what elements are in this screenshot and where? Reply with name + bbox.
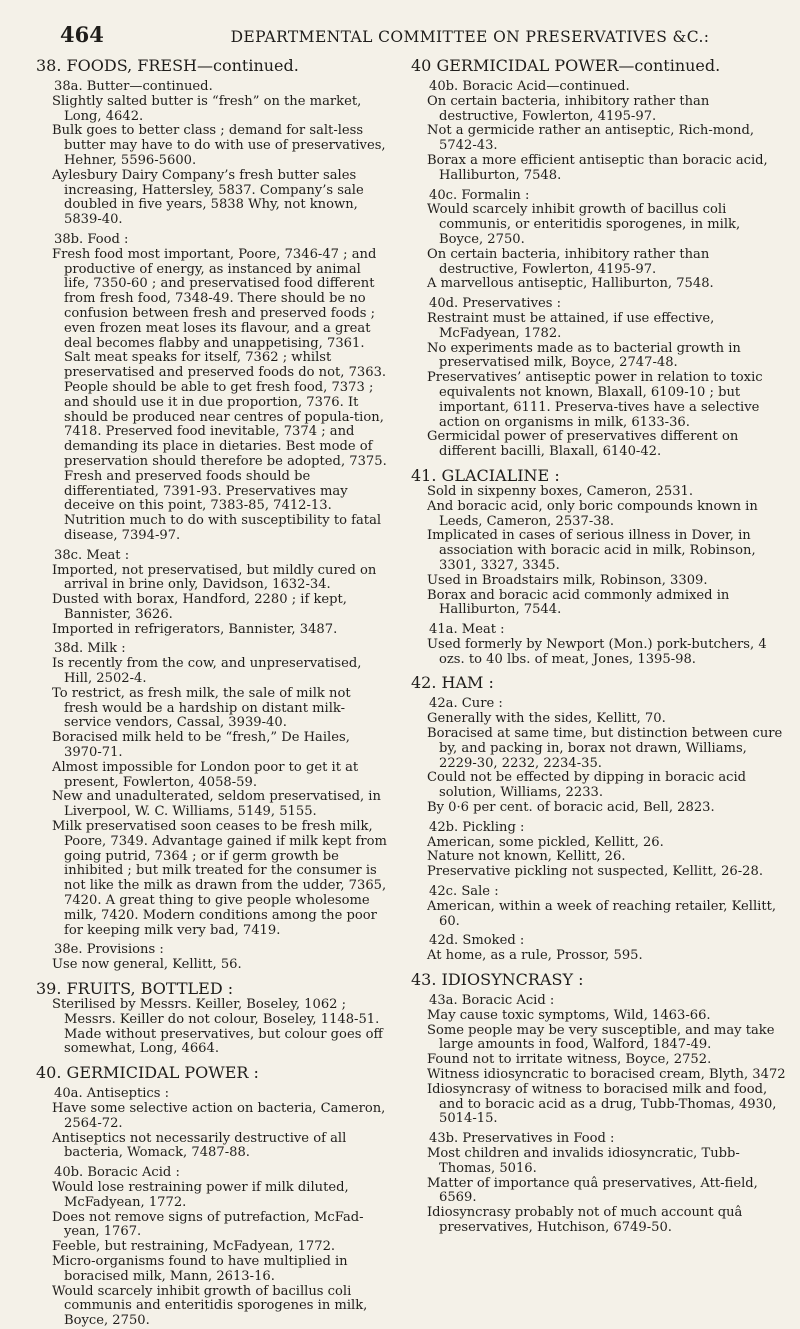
- subsection-heading: 42a. Cure :: [429, 696, 503, 712]
- index-entry: By 0·6 per cent. of boracic acid, Bell, 2823.: [427, 800, 715, 816]
- index-entry: Does not remove signs of putrefaction, McFad-yean, 1767.: [52, 1209, 364, 1240]
- index-entry: Found not to irritate witness, Boyce, 2752.: [427, 1052, 712, 1068]
- index-entry: Preservative pickling not suspected, Kellitt, 26-28.: [427, 864, 763, 880]
- subsection-heading: 38d. Milk :: [54, 641, 126, 657]
- index-entry: Most children and invalids idiosyncratic, Tubb-Thomas, 5016.: [427, 1146, 740, 1176]
- index-entry: Almost impossible for London poor to get it at present, Fowlerton, 4058-59.: [52, 759, 359, 790]
- subsection-heading: 40c. Formalin :: [429, 187, 530, 203]
- index-entry: Sterilised by Messrs. Keiller, Boseley, 1062 ; Messrs. Keiller do not colour, Boseley, 1148-51. Made without preservatives, but colour goes off somewhat, Long, 4664.: [52, 997, 383, 1057]
- index-entry: Imported, not preservatised, but mildly cured on arrival in brine only, Davidson, 1632-34.: [52, 562, 377, 593]
- index-entry: Would scarcely inhibit growth of bacillus coli communis, or enteritidis sporogenes, in milk, Boyce, 2750.: [427, 202, 741, 247]
- section-heading: 38. FOODS, FRESH—continued.: [36, 56, 299, 75]
- running-title: DEPARTMENTAL COMMITTEE ON PRESERVATIVES &C.:: [230, 28, 710, 46]
- index-entry: Restraint must be attained, if use effective, McFadyean, 1782.: [427, 310, 715, 341]
- subsection-heading: 40b. Boracic Acid—continued.: [429, 79, 630, 94]
- index-entry: Nature not known, Kellitt, 26.: [427, 849, 626, 865]
- index-entry: And boracic acid, only boric compounds known in Leeds, Cameron, 2537-38.: [427, 498, 758, 529]
- index-entry: Preservatives’ antiseptic power in relation to toxic equivalents not known, Blaxall, 6109-10 ; but important, 6111. Preserva-tives have a selective action on organisms in milk, 6133-36.: [427, 370, 763, 430]
- subsection-heading: 42c. Sale :: [429, 884, 499, 900]
- index-entry: Feeble, but restraining, McFadyean, 1772.: [52, 1239, 336, 1255]
- index-entry: Milk preservatised soon ceases to be fresh milk, Poore, 7349. Advantage gained if milk kept from going putrid, 7364 ; or if germ growth be inhibited ; but milk treated for the consumer is not like the milk as drawn from the udder, 7365, 7420. A great thing to give people wholesome milk, 7420. Modern conditions among the poor for keeping milk very bad, 7419.: [52, 819, 387, 938]
- index-entry: Implicated in cases of serious illness in Dover, in association with boracic acid in milk, Robinson, 3301, 3327, 3345.: [427, 528, 756, 573]
- section-heading: 40 GERMICIDAL POWER—continued.: [411, 56, 721, 75]
- subsection-heading: 40a. Antiseptics :: [54, 1086, 170, 1102]
- page-header: [60, 22, 790, 46]
- index-entry: Dusted with borax, Handford, 2280 ; if kept, Bannister, 3626.: [52, 592, 347, 622]
- section-heading: 42. HAM :: [411, 673, 494, 693]
- index-entry: At home, as a rule, Prossor, 595.: [427, 948, 643, 964]
- section-heading: 43. IDIOSYNCRASY :: [411, 970, 584, 990]
- index-entry: Idiosyncrasy of witness to boracised milk and food, and to boracic acid as a drug, Tubb-Thomas, 4930, 5014-15.: [427, 1081, 777, 1127]
- index-entry: Germicidal power of preservatives different on different bacilli, Blaxall, 6140-42.: [427, 429, 739, 460]
- index-entry: On certain bacteria, inhibitory rather than destructive, Fowlerton, 4195-97.: [427, 246, 710, 277]
- subsection-heading: 42d. Smoked :: [429, 933, 525, 949]
- index-entry: Aylesbury Dairy Company’s fresh butter sales increasing, Hattersley, 5837. Company’s sale doubled in five years, 5838 Why, not known, 5839-40.: [52, 167, 364, 228]
- index-entry: Borax and boracic acid commonly admixed in Halliburton, 7544.: [427, 587, 730, 618]
- index-entry: American, some pickled, Kellitt, 26.: [427, 834, 664, 850]
- index-entry: Not a germicide rather an antiseptic, Rich-mond, 5742-43.: [427, 123, 755, 154]
- index-entry: To restrict, as fresh milk, the sale of milk not fresh would be a hardship on distant milk-service vendors, Cassal, 3939-40.: [52, 685, 351, 731]
- index-entry: Witness idiosyncratic to boracised cream, Blyth, 3472: [427, 1067, 786, 1083]
- index-entry: Slightly salted butter is “fresh” on the market, Long, 4642.: [52, 93, 362, 124]
- index-entry: Sold in sixpenny boxes, Cameron, 2531.: [427, 483, 694, 499]
- index-entry: Idiosyncrasy probably not of much account quâ preservatives, Hutchison, 6749-50.: [427, 1205, 743, 1235]
- index-entry: New and unadulterated, seldom preservatised, in Liverpool, W. C. Williams, 5149, 5155.: [52, 789, 381, 820]
- index-entry: Fresh food most important, Poore, 7346-47 ; and productive of energy, as instanced by animal life, 7350-60 ; and preservatised food different from fresh food, 7348-49. There should be no confusion between fresh and preserved foods ; even frozen meat loses its flavour, and a great deal becomes flabby and unappetising, 7361. Salt meat speaks for itself, 7362 ; whilst preservatised and preserved foods do not, 7363. People should be able to get fresh food, 7373 ; and should use it in due proportion, 7376. It should be produced near centres of popula-tion, 7418. Preserved food inevitable, 7374 ; and demanding its place in dietaries. Best mode of preservation should therefore be adopted, 7375. Fresh and preserved foods should be differentiated, 7391-93. Preservatives may deceive on this point, 7383-85, 7412-13. Nutrition much to do with susceptibility to fatal disease, 7394-97.: [52, 246, 387, 543]
- section-heading: 39. FRUITS, BOTTLED :: [36, 979, 234, 999]
- index-entry: Imported in refrigerators, Bannister, 3487.: [52, 621, 338, 637]
- subsection-heading: 43b. Preservatives in Food :: [429, 1131, 615, 1147]
- index-entry: Used in Broadstairs milk, Robinson, 3309.: [427, 572, 708, 588]
- subsection-heading: 43a. Boracic Acid :: [429, 993, 555, 1009]
- index-entry: May cause toxic symptoms, Wild, 1463-66.: [427, 1007, 711, 1023]
- index-entry: Some people may be very susceptible, and may take large amounts in food, Walford, 1847-49.: [427, 1022, 775, 1053]
- index-entry: American, within a week of reaching retailer, Kellitt, 60.: [427, 898, 777, 929]
- subsection-heading: 38e. Provisions :: [54, 942, 164, 958]
- subsection-heading: 38c. Meat :: [54, 547, 130, 563]
- subsection-heading: 42b. Pickling :: [429, 819, 525, 835]
- page-number: 464: [60, 22, 104, 47]
- subsection-heading: 40d. Preservatives :: [429, 296, 562, 312]
- subsection-heading: 40b. Boracic Acid :: [54, 1165, 180, 1181]
- index-entry: Would scarcely inhibit growth of bacillus coli communis and enteritidis sporogenes in milk, Boyce, 2750.: [52, 1283, 368, 1329]
- index-entry: Could not be effected by dipping in boracic acid solution, Williams, 2233.: [427, 770, 747, 801]
- index-entry: Used formerly by Newport (Mon.) pork-butchers, 4 ozs. to 40 lbs. of meat, Jones, 1395-98.: [427, 636, 767, 667]
- section-heading: 40. GERMICIDAL POWER :: [36, 1063, 259, 1083]
- subsection-heading: 38b. Food :: [54, 231, 129, 247]
- index-entry: Bulk goes to better class ; demand for salt-less butter may have to do with use of preservatives, Hehner, 5596-5600.: [52, 123, 386, 168]
- index-entry: A marvellous antiseptic, Halliburton, 7548.: [427, 276, 714, 292]
- index-entry: Would lose restraining power if milk diluted, McFadyean, 1772.: [52, 1179, 349, 1210]
- index-entry: Have some selective action on bacteria, Cameron, 2564-72.: [52, 1101, 386, 1131]
- index-entry: Use now general, Kellitt, 56.: [52, 957, 242, 973]
- index-entry: Matter of importance quâ preservatives, Att-field, 6569.: [427, 1175, 758, 1206]
- index-entry: On certain bacteria, inhibitory rather than destructive, Fowlerton, 4195-97.: [427, 93, 710, 124]
- section-heading: 41. GLACIALINE :: [411, 465, 560, 485]
- index-entry: Generally with the sides, Kellitt, 70.: [427, 711, 666, 727]
- index-entry: Micro-organisms found to have multiplied in boracised milk, Mann, 2613-16.: [52, 1253, 348, 1284]
- index-entry: Boracised milk held to be “fresh,” De Hailes, 3970-71.: [52, 730, 350, 761]
- index-entry: Antiseptics not necessarily destructive of all bacteria, Womack, 7487-88.: [52, 1130, 347, 1161]
- left-column: [36, 56, 388, 1329]
- index-entry: Borax a more efficient antiseptic than boracic acid, Halliburton, 7548.: [427, 152, 768, 183]
- index-entry: No experiments made as to bacterial growth in preservatised milk, Boyce, 2747-48.: [427, 340, 741, 371]
- index-entry: Boracised at same time, but distinction between cure by, and packing in, borax not drawn, Williams, 2229-30, 2232, 2234-35.: [427, 726, 783, 771]
- subsection-heading: 41a. Meat :: [429, 622, 505, 638]
- subsection-heading: 38a. Butter—continued.: [54, 79, 213, 94]
- right-column: [411, 56, 786, 1236]
- index-entry: Is recently from the cow, and unpreservatised, Hill, 2502-4.: [52, 656, 362, 687]
